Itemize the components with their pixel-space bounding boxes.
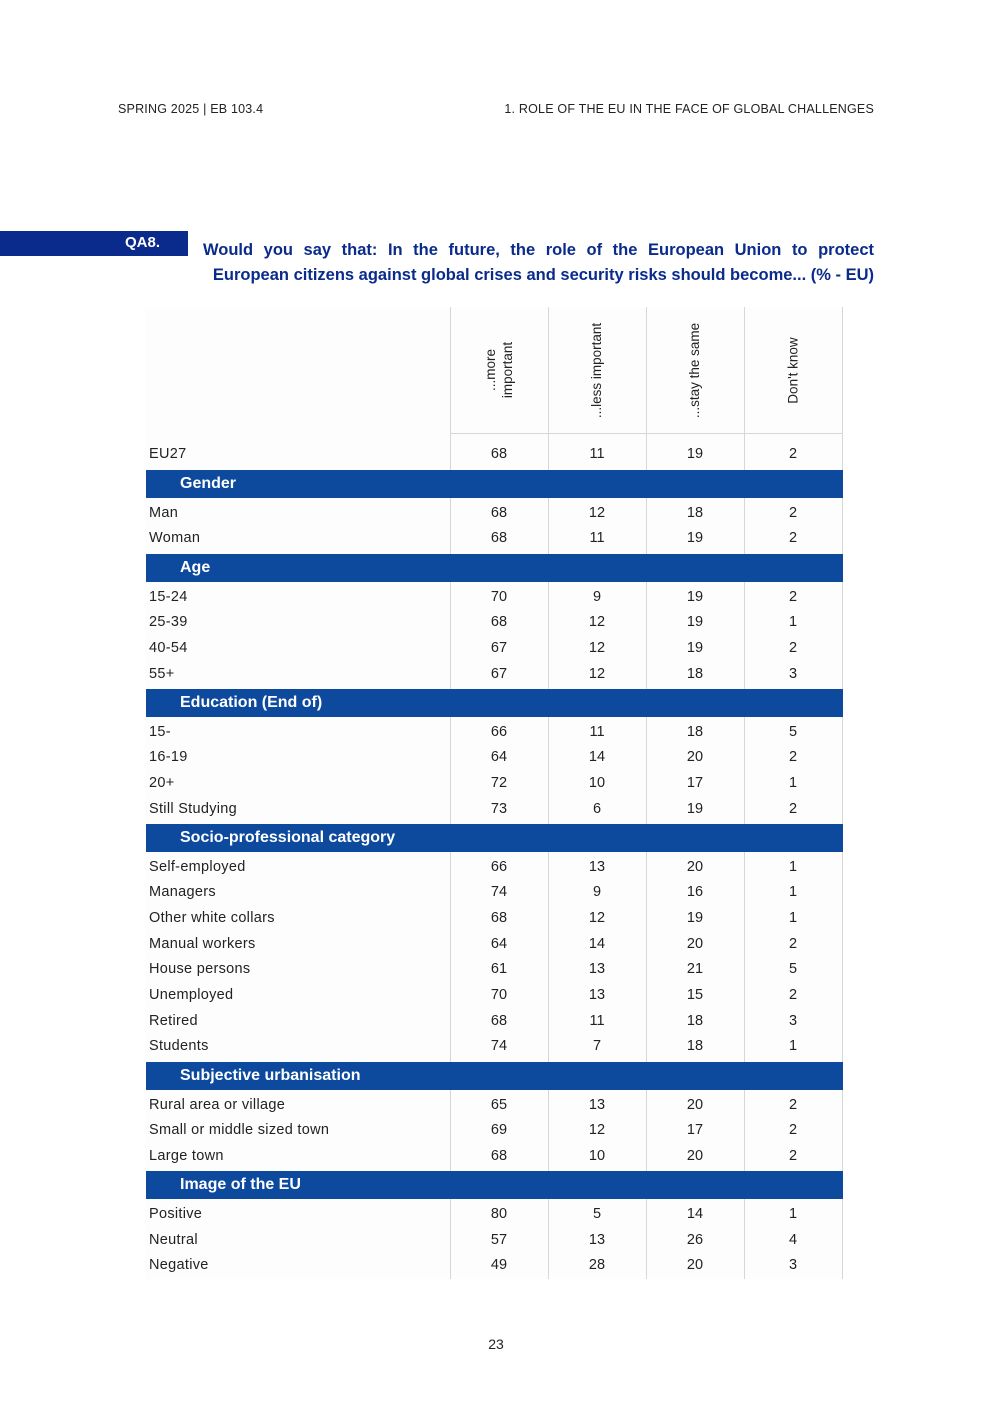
table-row xyxy=(145,635,843,660)
value-cell: 2 xyxy=(788,936,798,952)
value-cell: 12 xyxy=(588,666,606,682)
running-header-right: 1. ROLE OF THE EU IN THE FACE OF GLOBAL CHALLENGES xyxy=(504,102,874,116)
row-label: Manual workers xyxy=(149,936,256,952)
category-title: Gender xyxy=(180,475,237,492)
value-cell: 4 xyxy=(788,1232,798,1248)
question-line-2: European citizens against global crises and security risks should become... (% - EU) xyxy=(212,266,874,284)
row-label: Man xyxy=(149,505,179,521)
table-row xyxy=(145,441,843,466)
value-cell: 68 xyxy=(490,1148,508,1164)
value-cell: 18 xyxy=(686,666,704,682)
table-row xyxy=(145,879,843,904)
value-cell: 2 xyxy=(788,749,798,765)
value-cell: 12 xyxy=(588,910,606,926)
row-label: Neutral xyxy=(149,1232,198,1248)
column-header-text: ...more xyxy=(483,349,498,392)
value-cell: 65 xyxy=(490,1097,508,1113)
value-cell: 12 xyxy=(588,1122,606,1138)
row-label: 20+ xyxy=(149,775,175,791)
value-cell: 20 xyxy=(686,749,704,765)
value-cell: 70 xyxy=(490,987,508,1003)
value-cell: 2 xyxy=(788,530,798,546)
value-cell: 19 xyxy=(686,614,704,630)
value-cell: 69 xyxy=(490,1122,508,1138)
value-cell: 14 xyxy=(588,936,606,952)
table-row xyxy=(145,1033,843,1058)
table-row xyxy=(145,661,843,686)
category-header xyxy=(146,554,843,582)
value-cell: 17 xyxy=(686,775,704,791)
running-header-left: SPRING 2025 | EB 103.4 xyxy=(118,102,264,116)
category-header xyxy=(146,824,843,852)
value-cell: 19 xyxy=(686,446,704,462)
row-label: 15- xyxy=(149,724,171,740)
category-title: Age xyxy=(180,559,211,576)
value-cell: 20 xyxy=(686,1097,704,1113)
value-cell: 74 xyxy=(490,1038,508,1054)
header-underline xyxy=(450,433,843,434)
value-cell: 19 xyxy=(686,910,704,926)
value-cell: 9 xyxy=(592,589,602,605)
row-label: Small or middle sized town xyxy=(149,1122,330,1138)
value-cell: 15 xyxy=(686,987,704,1003)
table-row xyxy=(145,905,843,930)
value-cell: 18 xyxy=(686,724,704,740)
row-label: 25-39 xyxy=(149,614,188,630)
row-label: Positive xyxy=(149,1206,203,1222)
value-cell: 2 xyxy=(788,1122,798,1138)
table-row xyxy=(145,770,843,795)
table-row xyxy=(145,982,843,1007)
value-cell: 16 xyxy=(686,884,704,900)
value-cell: 68 xyxy=(490,1013,508,1029)
value-cell: 12 xyxy=(588,505,606,521)
value-cell: 68 xyxy=(490,910,508,926)
value-cell: 14 xyxy=(588,749,606,765)
table-row xyxy=(145,1227,843,1252)
value-cell: 66 xyxy=(490,724,508,740)
table-row xyxy=(145,854,843,879)
value-cell: 5 xyxy=(788,724,798,740)
value-cell: 2 xyxy=(788,1148,798,1164)
value-cell: 66 xyxy=(490,859,508,875)
table-row xyxy=(145,719,843,744)
value-cell: 2 xyxy=(788,446,798,462)
value-cell: 1 xyxy=(788,884,798,900)
value-cell: 6 xyxy=(592,801,602,817)
value-cell: 68 xyxy=(490,530,508,546)
page-number: 23 xyxy=(488,1336,504,1352)
row-label: Unemployed xyxy=(149,987,234,1003)
value-cell: 10 xyxy=(588,1148,606,1164)
column-header-text: important xyxy=(500,341,515,399)
value-cell: 68 xyxy=(490,614,508,630)
value-cell: 67 xyxy=(490,666,508,682)
column-header-less-important: ...less important xyxy=(589,322,605,418)
value-cell: 11 xyxy=(589,530,605,546)
table-row xyxy=(145,744,843,769)
value-cell: 7 xyxy=(592,1038,602,1054)
category-header xyxy=(146,470,843,498)
column-header-more-important xyxy=(450,307,548,433)
value-cell: 70 xyxy=(490,589,508,605)
value-cell: 1 xyxy=(788,614,798,630)
value-cell: 11 xyxy=(589,1013,605,1029)
table-row xyxy=(145,1201,843,1226)
value-cell: 1 xyxy=(788,1206,798,1222)
value-cell: 64 xyxy=(490,749,508,765)
value-cell: 13 xyxy=(588,859,606,875)
value-cell: 21 xyxy=(686,961,704,977)
value-cell: 19 xyxy=(686,640,704,656)
row-label: Large town xyxy=(149,1148,224,1164)
table-row xyxy=(145,584,843,609)
category-title: Education (End of) xyxy=(180,694,323,711)
table-row xyxy=(145,931,843,956)
value-cell: 11 xyxy=(589,446,605,462)
row-label: 15-24 xyxy=(149,589,188,605)
value-cell: 10 xyxy=(588,775,606,791)
table-row xyxy=(145,1252,843,1277)
value-cell: 20 xyxy=(686,1148,704,1164)
value-cell: 26 xyxy=(686,1232,704,1248)
value-cell: 1 xyxy=(788,859,798,875)
table-row xyxy=(145,609,843,634)
column-header-dont-know: Don't know xyxy=(785,336,801,404)
table-row xyxy=(145,500,843,525)
category-header xyxy=(146,689,843,717)
value-cell: 17 xyxy=(686,1122,704,1138)
row-label: 16-19 xyxy=(149,749,188,765)
value-cell: 3 xyxy=(788,1257,798,1273)
value-cell: 2 xyxy=(788,1097,798,1113)
row-label: 40-54 xyxy=(149,640,188,656)
table-row xyxy=(145,956,843,981)
table-row xyxy=(145,796,843,821)
row-label: EU27 xyxy=(149,446,187,462)
table-row xyxy=(145,1008,843,1033)
results-table xyxy=(145,307,843,1279)
table-row xyxy=(145,1092,843,1117)
value-cell: 9 xyxy=(592,884,602,900)
row-label: Still Studying xyxy=(149,801,238,817)
column-header-stay-same: ...stay the same xyxy=(687,322,703,418)
row-label: Other white collars xyxy=(149,910,275,926)
value-cell: 20 xyxy=(686,1257,704,1273)
row-label: Rural area or village xyxy=(149,1097,286,1113)
value-cell: 68 xyxy=(490,446,508,462)
category-title: Socio-professional category xyxy=(180,829,396,846)
row-label: Self-employed xyxy=(149,859,246,875)
value-cell: 13 xyxy=(588,961,606,977)
value-cell: 57 xyxy=(490,1232,508,1248)
value-cell: 11 xyxy=(589,724,605,740)
value-cell: 2 xyxy=(788,640,798,656)
row-label: House persons xyxy=(149,961,251,977)
row-label: Students xyxy=(149,1038,209,1054)
value-cell: 13 xyxy=(588,1097,606,1113)
table-row xyxy=(145,1143,843,1168)
value-cell: 19 xyxy=(686,801,704,817)
value-cell: 2 xyxy=(788,589,798,605)
value-cell: 20 xyxy=(686,859,704,875)
value-cell: 13 xyxy=(588,987,606,1003)
value-cell: 61 xyxy=(490,961,508,977)
value-cell: 19 xyxy=(686,530,704,546)
row-label: 55+ xyxy=(149,666,175,682)
table-row xyxy=(145,525,843,550)
value-cell: 14 xyxy=(686,1206,704,1222)
value-cell: 80 xyxy=(490,1206,508,1222)
value-cell: 13 xyxy=(588,1232,606,1248)
category-header xyxy=(146,1062,843,1090)
category-title: Image of the EU xyxy=(180,1176,301,1193)
question-line-1: Would you say that: In the future, the role of the European Union to protect xyxy=(203,241,874,259)
value-cell: 64 xyxy=(490,936,508,952)
value-cell: 1 xyxy=(788,910,798,926)
row-label: Managers xyxy=(149,884,216,900)
value-cell: 3 xyxy=(788,666,798,682)
value-cell: 28 xyxy=(588,1257,606,1273)
value-cell: 12 xyxy=(588,640,606,656)
table-row xyxy=(145,1117,843,1142)
value-cell: 20 xyxy=(686,936,704,952)
value-cell: 67 xyxy=(490,640,508,656)
value-cell: 5 xyxy=(788,961,798,977)
value-cell: 5 xyxy=(592,1206,602,1222)
value-cell: 18 xyxy=(686,505,704,521)
value-cell: 72 xyxy=(490,775,508,791)
value-cell: 49 xyxy=(490,1257,508,1273)
value-cell: 2 xyxy=(788,801,798,817)
value-cell: 12 xyxy=(588,614,606,630)
question-text xyxy=(203,238,874,288)
value-cell: 1 xyxy=(788,1038,798,1054)
value-cell: 73 xyxy=(490,801,508,817)
category-header xyxy=(146,1171,843,1199)
value-cell: 3 xyxy=(788,1013,798,1029)
value-cell: 1 xyxy=(788,775,798,791)
value-cell: 19 xyxy=(686,589,704,605)
value-cell: 68 xyxy=(490,505,508,521)
question-code-bar xyxy=(0,231,188,256)
value-cell: 2 xyxy=(788,505,798,521)
value-cell: 18 xyxy=(686,1038,704,1054)
category-title: Subjective urbanisation xyxy=(180,1067,361,1084)
value-cell: 2 xyxy=(788,987,798,1003)
value-cell: 18 xyxy=(686,1013,704,1029)
row-label: Negative xyxy=(149,1257,209,1273)
question-code: QA8. xyxy=(124,234,160,251)
row-label: Retired xyxy=(149,1013,198,1029)
value-cell: 74 xyxy=(490,884,508,900)
row-label: Woman xyxy=(149,530,201,546)
